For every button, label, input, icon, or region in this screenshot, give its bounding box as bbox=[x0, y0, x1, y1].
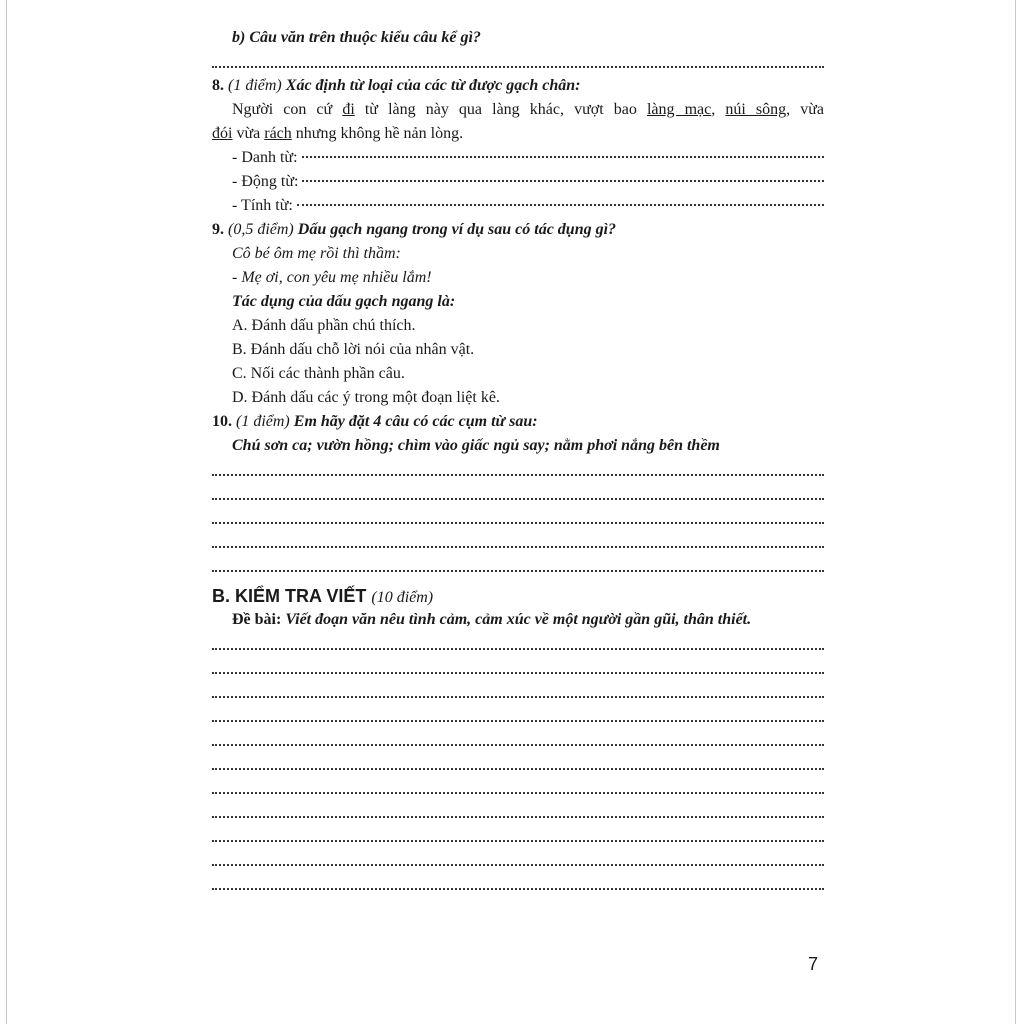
answer-line[interactable] bbox=[297, 204, 824, 206]
answer-line[interactable] bbox=[212, 530, 824, 554]
question-8-sentence-line1: Người con cứ đi từ làng này qua làng khác, vượt bao làng mạc, núi sông, vừa bbox=[232, 101, 825, 118]
question-8-sentence-line2: đói vừa rách nhưng không hề nản lòng. bbox=[212, 125, 464, 142]
answer-line[interactable] bbox=[212, 656, 824, 680]
prompt-text: Viết đoạn văn nêu tình cảm, cảm xúc về một người gần gũi, thân thiết. bbox=[285, 611, 752, 628]
noun-answer-row bbox=[212, 146, 824, 170]
worksheet-content bbox=[212, 26, 824, 896]
question-points: (0,5 điểm) bbox=[228, 221, 294, 238]
question-10-header bbox=[212, 410, 824, 434]
answer-line[interactable] bbox=[212, 824, 824, 848]
underlined-word: đói bbox=[212, 125, 233, 142]
answer-line[interactable] bbox=[212, 704, 824, 728]
answer-line[interactable] bbox=[212, 50, 824, 74]
page-number: 7 bbox=[808, 954, 819, 974]
page-border-left bbox=[6, 0, 7, 1024]
section-title: B. KIỂM TRA VIẾT bbox=[212, 586, 367, 606]
question-number: 10. bbox=[212, 413, 232, 430]
question-prompt: Em hãy đặt 4 câu có các cụm từ sau: bbox=[293, 413, 538, 430]
question-points: (1 điểm) bbox=[236, 413, 290, 430]
option-b[interactable]: B. Đánh dấu chỗ lời nói của nhân vật. bbox=[232, 341, 475, 358]
question-prompt: Xác định từ loại của các từ được gạch chân: bbox=[285, 77, 581, 94]
example-line: Cô bé ôm mẹ rồi thì thầm: bbox=[232, 245, 401, 262]
answer-line[interactable] bbox=[302, 180, 824, 182]
question-points: (1 điểm) bbox=[228, 77, 282, 94]
answer-line[interactable] bbox=[212, 506, 824, 530]
answer-line[interactable] bbox=[212, 554, 824, 578]
option-d[interactable]: D. Đánh dấu các ý trong một đoạn liệt kê. bbox=[232, 389, 500, 406]
section-b-title bbox=[212, 584, 824, 608]
example-line: - Mẹ ơi, con yêu mẹ nhiều lắm! bbox=[232, 269, 432, 286]
question-7b: b) Câu văn trên thuộc kiểu câu kể gì? bbox=[232, 29, 481, 46]
question-8-header bbox=[212, 74, 824, 98]
prompt-label: Đề bài: bbox=[232, 611, 282, 628]
option-c[interactable]: C. Nối các thành phần câu. bbox=[232, 365, 405, 382]
underlined-word: rách bbox=[264, 125, 292, 142]
noun-label: - Danh từ: bbox=[232, 149, 298, 166]
writing-prompt bbox=[212, 608, 824, 632]
answer-line[interactable] bbox=[212, 752, 824, 776]
answer-line[interactable] bbox=[212, 458, 824, 482]
question-prompt: Dấu gạch ngang trong ví dụ sau có tác dụng gì? bbox=[297, 221, 617, 238]
option-a[interactable]: A. Đánh dấu phần chú thích. bbox=[232, 317, 416, 334]
answer-line[interactable] bbox=[212, 482, 824, 506]
answer-line[interactable] bbox=[212, 776, 824, 800]
answer-line[interactable] bbox=[212, 728, 824, 752]
question-number: 9. bbox=[212, 221, 224, 238]
adjective-label: - Tính từ: bbox=[232, 197, 293, 214]
verb-answer-row bbox=[212, 170, 824, 194]
answer-line[interactable] bbox=[212, 848, 824, 872]
adjective-answer-row bbox=[212, 194, 824, 218]
underlined-word: đi bbox=[342, 101, 355, 118]
options-question: Tác dụng của dấu gạch ngang là: bbox=[232, 293, 456, 310]
phrase-list: Chú sơn ca; vườn hồng; chìm vào giấc ngủ say; nằm phơi nắng bên thềm bbox=[232, 437, 720, 454]
underlined-word: núi sông bbox=[725, 101, 787, 118]
section-points: (10 điểm) bbox=[371, 589, 434, 606]
answer-line[interactable] bbox=[212, 800, 824, 824]
underlined-word: làng mạc bbox=[646, 101, 712, 118]
verb-label: - Động từ: bbox=[232, 173, 299, 190]
question-number: 8. bbox=[212, 77, 224, 94]
answer-line[interactable] bbox=[212, 680, 824, 704]
answer-line[interactable] bbox=[212, 632, 824, 656]
question-9-header bbox=[212, 218, 824, 242]
page-border-right bbox=[1015, 0, 1016, 1024]
answer-line[interactable] bbox=[302, 156, 824, 158]
answer-line[interactable] bbox=[212, 872, 824, 896]
